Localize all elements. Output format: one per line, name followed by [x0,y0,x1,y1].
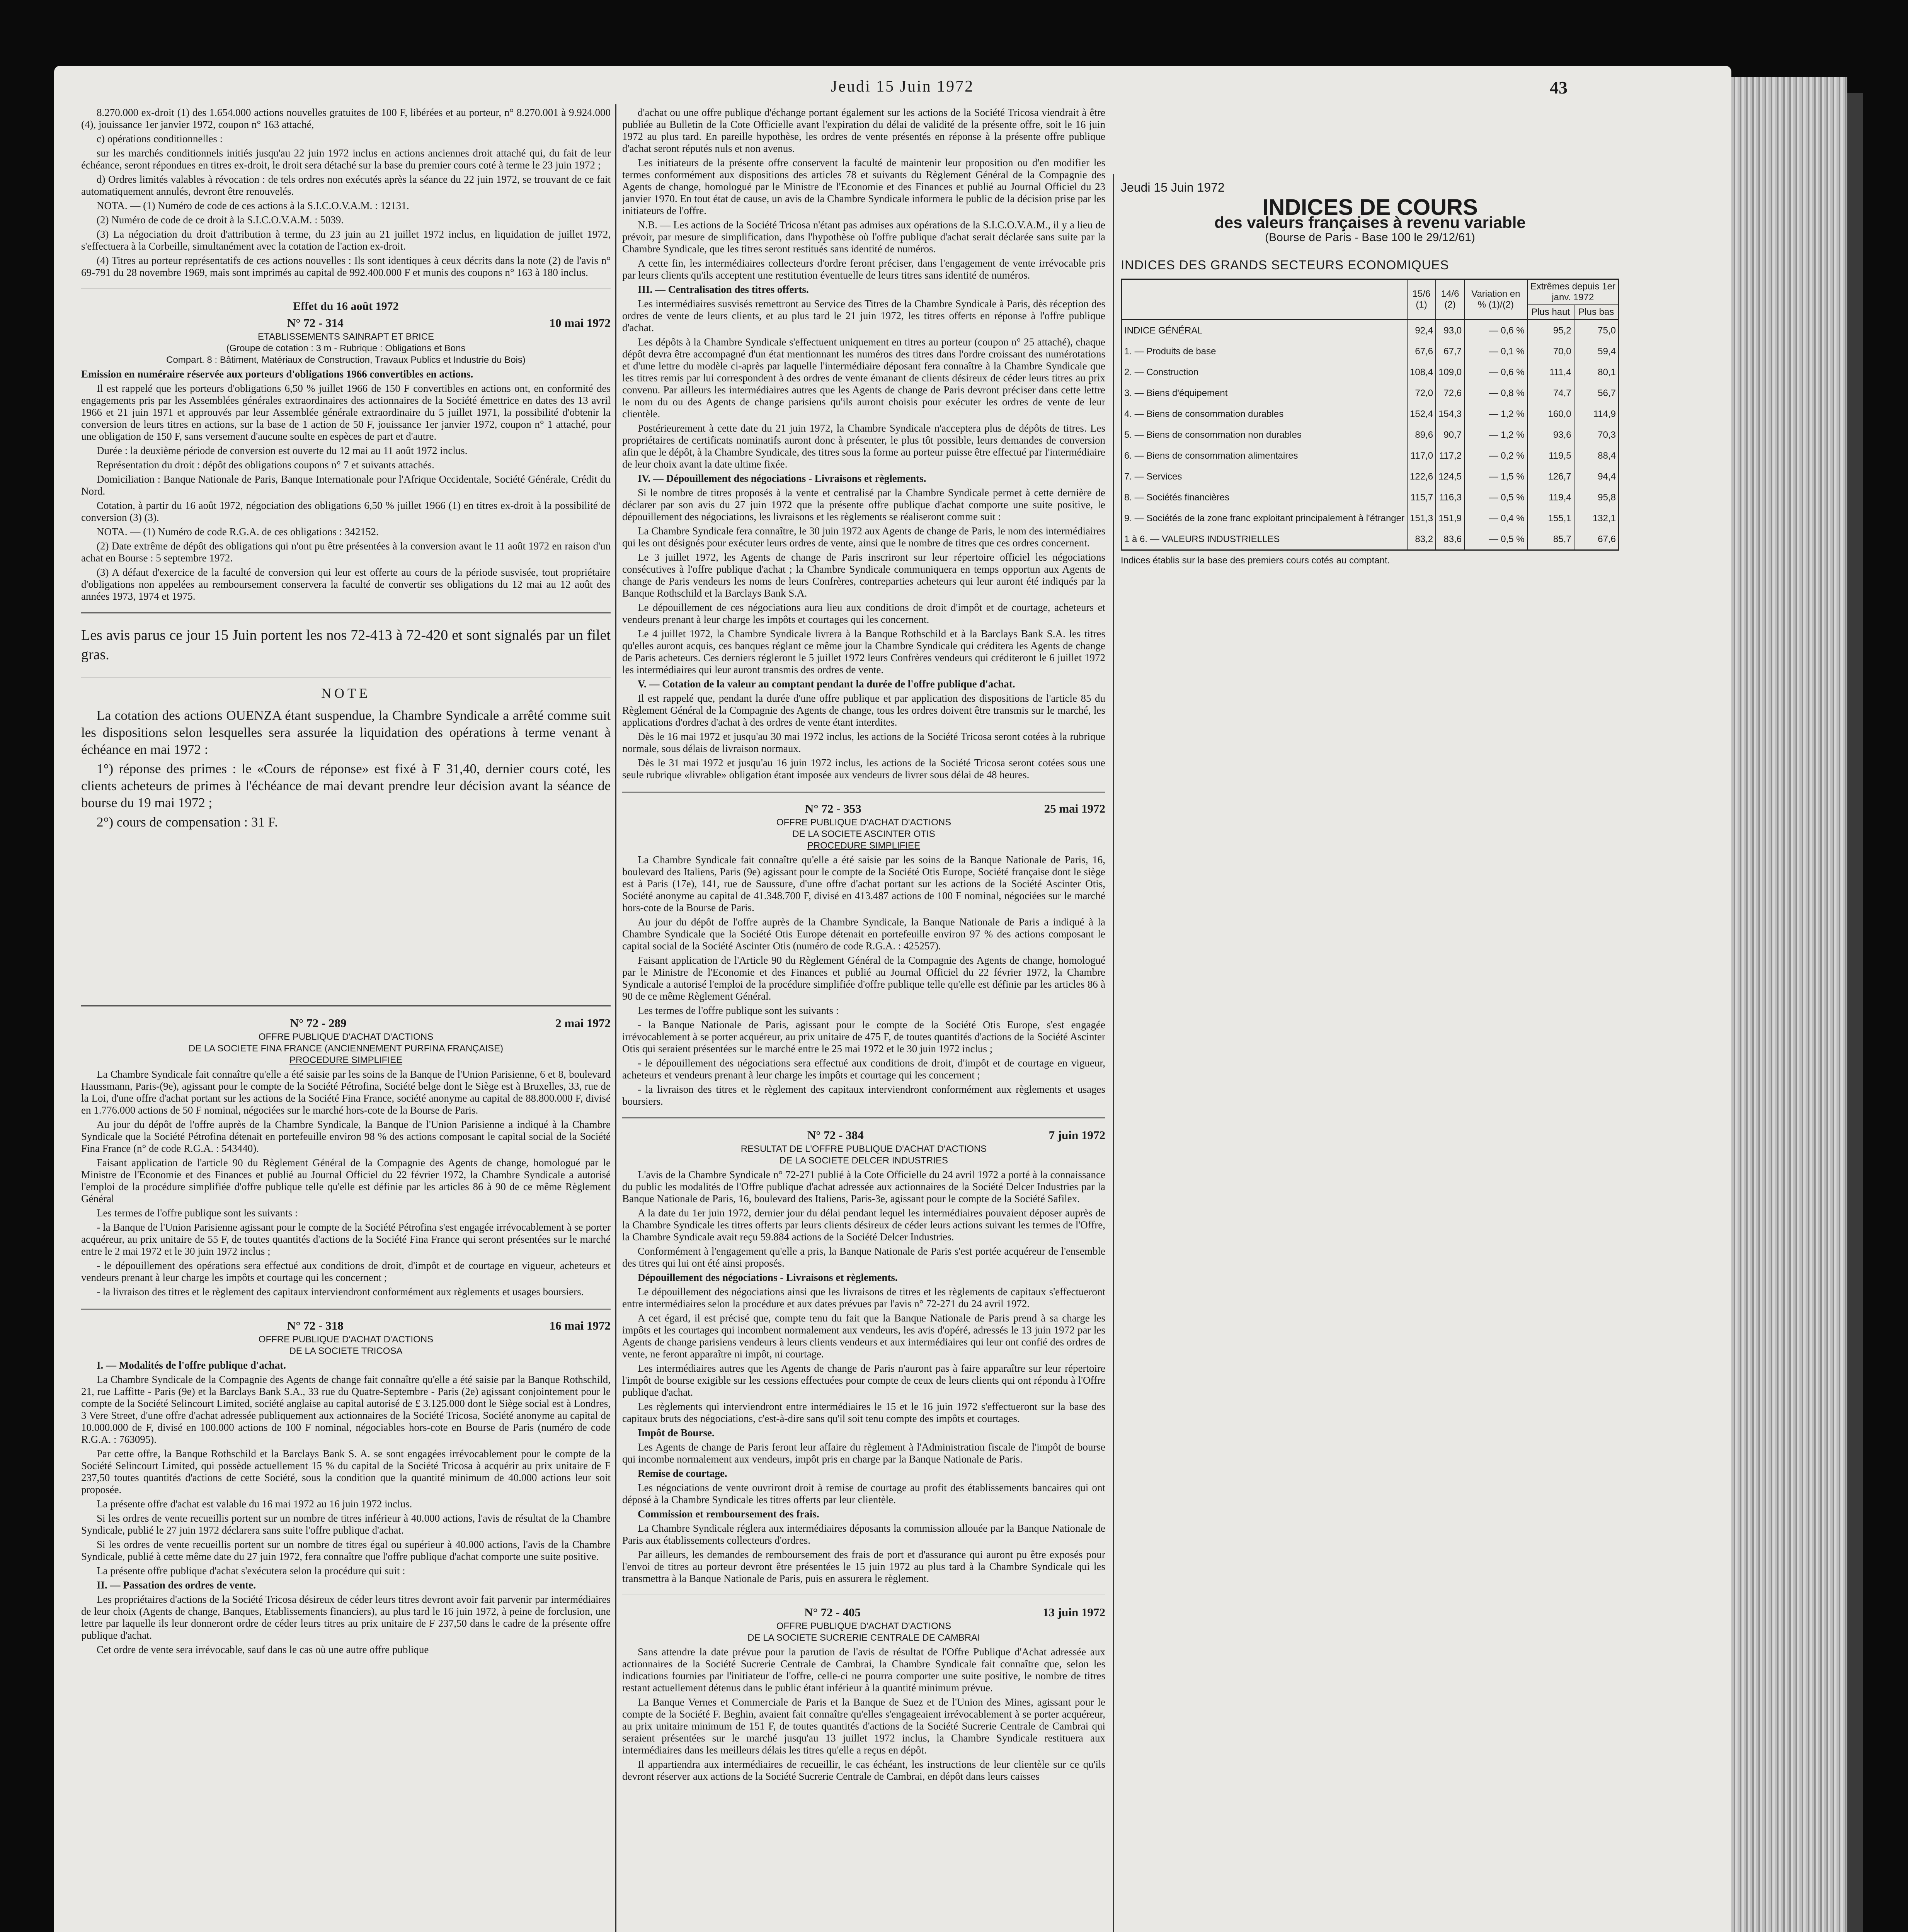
notice-title-2: DE LA SOCIETE FINA FRANCE (ANCIENNEMENT PURFINA FRANÇAISE) [188,1043,504,1054]
paragraph: - la Banque Nationale de Paris, agissant pour le compte de la Société Otis Europe, s'est engagée irrévocablement à se porter acquéreur, au prix unitaire de 475 F, de toutes quantités d'actions de la Société Ascinter Otis qui seraient présentées sur le marché entre le 25 mai 1972 et le 30 juin 1972 inclus ; [622,1019,1105,1054]
divider [81,1308,611,1310]
cell-v: — 0,2 % [1464,445,1527,466]
table-row [1122,362,1619,383]
paragraph: d) Ordres limités valables à révocation : de tels ordres non exécutés après la séance du 22 juin 1972, se trouvant de ce fait automatiquement annulés, devront être renouvelés. [81,173,611,197]
paragraph: Sans attendre la date prévue pour la parution de l'avis de résultat de l'Offre Publique d'Achat adressée aux actionnaires de la Société Sucrerie Centrale de Cambrai, la Chambre Syndicale fait connaître que, selon les indications fournies par l'initiateur de l'offre, celle-ci ne pourra comporter une suite positive, le nombre de titres restant actuellement détenus dans le public étant inférieur à la quantité minimum prévue. [622,1646,1105,1694]
divider [622,1595,1105,1596]
cell-b: 93,0 [1436,320,1464,341]
paragraph: (3) La négociation du droit d'attribution à terme, du 23 juin au 21 juillet 1972 inclus, en liquidation de juillet 1972, s'effectuera à la Corbeille, simultanément avec la cotation de l'action ex-droit. [81,228,611,252]
notice-date: 2 mai 1972 [555,1016,611,1030]
cell-b: 72,6 [1436,383,1464,403]
notice-405-body [622,1646,1105,1782]
cell-lo: 88,4 [1574,445,1619,466]
paragraph: - la livraison des titres et le règlement des capitaux interviendront conformément aux règlements et usages boursiers. [622,1083,1105,1107]
column-rule-1 [615,104,616,1932]
notice-384-body-4 [622,1482,1105,1506]
cell-b: 116,3 [1436,487,1464,508]
spacer [81,833,611,995]
paragraph: - la livraison des titres et le règlement des capitaux interviendront conformément aux règlements et usages boursiers. [97,1286,584,1298]
notice-header-384 [622,1129,1105,1141]
notice-header-353 [622,803,1105,815]
divider [81,612,611,614]
table-row [1122,529,1619,550]
note-title: NOTE [321,685,371,701]
divider [622,791,1105,793]
intro-block [81,107,611,279]
cell-hi: 74,7 [1527,383,1574,403]
paragraph: sur les marchés conditionnels initiés jusqu'au 22 juin 1972 inclus en actions anciennes droit attaché qui, du fait de leur échéance, seront répondues en titres ex-droit, le droit sera détaché sur la base du premier cours coté à terme le 23 juin 1972 ; [81,147,611,171]
compart-line: Compart. 8 : Bâtiment, Matériaux de Construction, Travaux Publics et Industrie du Bois) [166,355,526,365]
cell-hi: 93,6 [1527,424,1574,445]
groupe-line: (Groupe de cotation : 3 m - Rubrique : Obligations et Bons [226,343,466,354]
header-col2-ref: (2) [1444,299,1456,310]
cell-a: 72,0 [1407,383,1436,403]
paragraph: Cotation, à partir du 16 août 1972, négociation des obligations 6,50 % juillet 1966 (1) en titres ex-droit à la possibilité de conversion (3) (3). [81,500,611,523]
notice-title-2: DE LA SOCIETE SUCRERIE CENTRALE DE CAMBRAI [747,1633,980,1643]
paragraph: Les Agents de change de Paris feront leur affaire du règlement à l'Administration fiscale de l'impôt de bourse qui incombe normalement aux vendeurs, impôt pris en charge par la Banque Nationale de Paris. [622,1441,1105,1465]
cell-label: 5. — Biens de consommation non durables [1124,429,1302,440]
paragraph: A cet égard, il est précisé que, compte tenu du fait que la Banque Nationale de Paris prend à sa charge les impôts et les courtages qui incombent normalement aux vendeurs, les avis d'opéré, adressés le 13 juin 1972 par les Agents de change parisiens vendeurs à leurs clients vendeurs et aux intermédiaires qui leur ont confié des ordres de vente, ne feront apparaître ni impôt, ni courtage. [622,1312,1105,1360]
cell-lo: 59,4 [1574,341,1619,362]
divider [81,676,611,677]
notice-header-289 [81,1017,611,1029]
notice-title-2: DE LA SOCIETE ASCINTER OTIS [792,829,935,839]
paragraph: Conformément à l'engagement qu'elle a pris, la Banque Nationale de Paris s'est portée acquéreur de l'ensemble des titres qui lui ont été ainsi proposés. [622,1245,1105,1269]
table-row [1122,487,1619,508]
cell-label: 1. — Produits de base [1124,346,1216,357]
header-plus-bas: Plus bas [1574,305,1619,320]
cell-v: — 0,5 % [1464,487,1527,508]
paragraph: 8.270.000 ex-droit (1) des 1.654.000 actions nouvelles gratuites de 100 F, libérées et au porteur, n° 8.270.001 à 9.924.000 (4), jouissance 1er janvier 1972, coupon n° 163 attaché, [81,107,611,130]
book-cover-edge [1847,93,1863,1932]
cell-v: — 0,8 % [1464,383,1527,403]
cell-lo: 114,9 [1574,403,1619,424]
paragraph: (3) A défaut d'exercice de la faculté de conversion qui leur est offerte au cours de la période susvisée, tout propriétaire d'obligations non appelées au remboursement conservera la faculté de convertir ses obligations du 12 mai au 12 août des années 1973, 1974 et 1975. [81,566,611,602]
notice-number: N° 72 - 289 [290,1016,347,1030]
notice-title-1: OFFRE PUBLIQUE D'ACHAT D'ACTIONS [258,1032,434,1042]
divider [81,1005,611,1007]
notice-384-body-3 [622,1441,1105,1465]
cell-b: 67,7 [1436,341,1464,362]
paragraph: Faisant application de l'article 90 du Règlement Général de la Compagnie des Agents de change, homologué par le Ministre de l'Economie et des Finances et publié au Journal Officiel du 22 février 1972, la Chambre Syndicale a autorisé l'emploi de la procédure simplifiée d'offre publique telle qu'elle est définie par les articles 86 à 90 de ce même Règlement Général [81,1157,611,1204]
paragraph: Dès le 31 mai 1972 et jusqu'au 16 juin 1972 inclus, les actions de la Société Tricosa seront cotées sous une seule rubrique «livrable» obligation étant imposée aux vendeurs de livrer sous délai de 48 heures. [622,757,1105,781]
notice-header-314 [81,317,611,329]
paragraph: A la date du 1er juin 1972, dernier jour du délai pendant lequel les intermédiaires pouvaient déposer auprès de la Chambre Syndicale les titres offerts par leurs clients désireux de céder leurs actions suivant les termes de l'Offre, la Chambre Syndicale avait reçu 59.884 actions de la Société Delcer Industries. [622,1207,1105,1243]
column-middle [622,104,1105,1932]
paragraph: Les règlements qui interviendront entre intermédiaires le 15 et le 16 juin 1972 s'effectueront sur la base des capitaux bruts des négociations, c'est-à-dire sans qu'il soit tenu compte des impôts et courtages. [622,1401,1105,1424]
avis-statement: Les avis parus ce jour 15 Juin portent les nos 72-413 à 72-420 et sont signalés par un filet gras. [81,627,611,663]
cell-a: 117,0 [1407,445,1436,466]
paragraph: La Chambre Syndicale fera connaître, le 30 juin 1972 aux Agents de change de Paris, le nom des intermédiaires qui les ont désignés pour exécuter leurs ordres de vente, ainsi que le nombre de titres que ces ordres concernent. [622,525,1105,549]
paragraph: Le dépouillement des négociations ainsi que les livraisons de titres et les règlements de capitaux s'effectueront entre intermédiaires selon la procédure et aux dates prévues par l'avis n° 72-271 du 24 avril 1972. [622,1286,1105,1310]
notice-number: N° 72 - 405 [804,1605,861,1619]
header-col1-ref: (1) [1416,299,1427,310]
paragraph: Le 4 juillet 1972, la Chambre Syndicale livrera à la Banque Rothschild et à la Barclays Bank S.A. les titres qu'elles auront acquis, ces banques réglant ce même jour la Chambre Syndicale qui créditera les Agents de change de Paris acheteurs. Ces derniers régleront le 5 juillet 1972 leurs Confrères vendeurs qui créditeront le 6 juillet 1972 les intermédiaires qui leur auront transmis des ordres de vente. [622,628,1105,675]
table-row [1122,341,1619,362]
header-extremes: Extrêmes depuis 1er janv. 1972 [1527,279,1619,305]
table-row [1122,403,1619,424]
cell-v: — 1,5 % [1464,466,1527,487]
paragraph: - le dépouillement des opérations sera effectué aux conditions de droit, d'impôt et de courtage en vigueur, acheteurs et vendeurs prenant à leur charge les impôts et courtage qui les concernent ; [81,1260,611,1283]
notice-314-body [81,383,611,602]
section-3-body [622,298,1105,470]
notice-title-2: DE LA SOCIETE TRICOSA [289,1346,403,1356]
notice-header-318 [81,1320,611,1332]
cell-lo: 70,3 [1574,424,1619,445]
notice-header-405 [622,1606,1105,1618]
section-heading: I. — Modalités de l'offre publique d'achat. [97,1359,286,1371]
cell-b: 154,3 [1436,403,1464,424]
paragraph: d'achat ou une offre publique d'échange portant également sur les actions de la Société Tricosa viendrait à être publiée au Bulletin de la Cote Officielle avant l'expiration du délai de validité de la présente offre, soit le 16 juin 1972 au plus tard. En pareille hypothèse, les ordres de vente présentés en réponse à la présente offre publique d'achat seront réputés nuls et non avenus. [622,107,1105,154]
cell-hi: 85,7 [1527,529,1574,550]
section-heading: Commission et remboursement des frais. [638,1508,819,1520]
cell-label: INDICE GÉNÉRAL [1124,325,1203,336]
paragraph: N.B. — Les actions de la Société Tricosa n'étant pas admises aux opérations de la S.I.C.O.V.A.M., il y a lieu de prévoir, par mesure de simplification, dans l'hypothèse où l'offre publique d'achat serait déclarée sans suite par la Chambre Syndicale, que les titres seront restitués sans identité de numéros. [622,219,1105,255]
cell-a: 151,3 [1407,508,1436,529]
paragraph: Il appartiendra aux intermédiaires de recueillir, le cas échéant, les instructions de leur clientèle sur ce qu'ils devront réserver aux actions de la Société Sucrerie Centrale de Cambrai, en dépôt dans leurs caisses [622,1759,1105,1782]
cell-label: 8. — Sociétés financières [1124,492,1230,503]
notice-384-body-5 [622,1522,1105,1585]
paragraph: Le dépouillement de ces négociations aura lieu aux conditions de droit d'impôt et de courtage, acheteurs et vendeurs prenant à leur charge les impôts et courtages qui les concernent. [622,602,1105,625]
cell-lo: 132,1 [1574,508,1619,529]
header-col1-date: 15/6 [1412,289,1431,299]
paragraph: Domiciliation : Banque Nationale de Paris, Banque Internationale pour l'Afrique Occidentale, Société Générale, Crédit du Nord. [81,473,611,497]
paragraph: Au jour du dépôt de l'offre auprès de la Chambre Syndicale, la Banque de l'Union Parisienne a indiqué à la Chambre Syndicale que la Société Pétrofina détenait en portefeuille environ 98 % des actions composant le capital social de la Société Fina France (n° de code R.G.A. : 543440). [81,1119,611,1154]
paragraph: La Chambre Syndicale fait connaître qu'elle a été saisie par les soins de la Banque de l'Union Parisienne, 6 et 8, boulevard Haussmann, Paris-(9e), agissant pour le compte de la Société Pétrofina, Société belge dont le Siège est à Bruxelles, 33, rue de la Loi, d'une offre d'achat portant sur les actions de la Société Fina France, société anonyme au capital de 88.800.000 F, divisé en 1.776.000 actions de 50 F nominal, négociées sur le marché hors-cote de la Bourse de Paris. [81,1068,611,1116]
notice-title-1: OFFRE PUBLIQUE D'ACHAT D'ACTIONS [258,1334,434,1345]
notice-date: 10 mai 1972 [549,316,611,330]
notice-number: N° 72 - 384 [807,1128,864,1142]
cell-a: 83,2 [1407,529,1436,550]
cell-v: — 0,5 % [1464,529,1527,550]
cell-lo: 95,8 [1574,487,1619,508]
paragraph: Si les ordres de vente recueillis portent sur un nombre de titres inférieur à 40.000 actions, l'avis de résultat de la Chambre Syndicale, publié le 27 juin 1972 déclarera sans suite l'offre publique d'achat. [81,1512,611,1536]
paragraph: Les intermédiaires autres que les Agents de change de Paris n'auront pas à faire apparaître sur leur répertoire l'impôt de bourse exigible sur les cessions effectuées pour compte de ceux de leurs clients qui ont répondu à l'Offre publique d'achat. [622,1362,1105,1398]
notice-number: N° 72 - 314 [287,316,344,330]
paragraph: Les termes de l'offre publique sont les suivants : [97,1207,298,1219]
cell-v: — 0,1 % [1464,341,1527,362]
table-row [1122,320,1619,341]
cell-lo: 94,4 [1574,466,1619,487]
cell-hi: 119,5 [1527,445,1574,466]
cell-lo: 75,0 [1574,320,1619,341]
paragraph: Durée : la deuxième période de conversion est ouverte du 12 mai au 11 août 1972 inclus. [97,445,468,456]
paragraph: Les dépôts à la Chambre Syndicale s'effectuent uniquement en titres au porteur (coupon n° 25 attaché), chaque dépôt devra être accompagné d'un état mentionnant les numéros des titres dans l'ordre croissant des numérotations et d'une lettre du modèle ci-après par laquelle l'intermédiaire déposant fera connaître à la Chambre Syndicale que les titres remis par lui correspondent à des ordres de vente émanant de clients désireux de céder leurs titres au prix convenu. Par ailleurs les intermédiaires autres que les Agents de change de Paris devront préciser dans cette lettre le nom du ou des Agents de change parisiens qu'ils auront choisis pour exécuter les ordres de vente de leur clientèle. [622,336,1105,420]
cell-hi: 111,4 [1527,362,1574,383]
paragraph: (2) Date extrême de dépôt des obligations qui n'ont pu être présentées à la conversion avant le 11 août 1972 en raison d'un achat en Bourse : 5 septembre 1972. [81,540,611,564]
cell-b: 151,9 [1436,508,1464,529]
emission-heading: Emission en numéraire réservée aux porteurs d'obligations 1966 convertibles en actions. [81,368,473,380]
notice-289-body [81,1068,611,1298]
cell-lo: 80,1 [1574,362,1619,383]
cell-v: — 1,2 % [1464,424,1527,445]
cell-label: 9. — Sociétés de la zone franc exploitant principalement à l'étranger [1124,513,1404,524]
paragraph: Le 3 juillet 1972, les Agents de change de Paris inscriront sur leur répertoire officiel les négociations consécutives à l'offre publique d'achat ; la Chambre Syndicale communiquera en temps opportun aux Agents de change de Paris vendeurs les noms de leurs Confrères, contreparties acheteurs qui leur auront été indiqués par la Banque Rothschild et la Barclays Bank S.A. [622,551,1105,599]
indices-footnote: Indices établis sur la base des premiers cours cotés au comptant. [1121,555,1390,566]
section-heading: Impôt de Bourse. [638,1427,715,1439]
paragraph: Par ailleurs, les demandes de remboursement des frais de port et d'assurance qui auront pu être exposés pour l'envoi de titres au porteur devront être présentées le 15 juin 1972 au plus tard à la Chambre Syndicale qui les transmettra à la Banque Nationale de Paris, puis en assurera le règlement. [622,1549,1105,1584]
paragraph: - le dépouillement des négociations sera effectué aux conditions de droit, d'impôt et de courtage en vigueur, acheteurs et vendeurs prenant à leur charge les impôts et courtage qui les concernent ; [622,1057,1105,1081]
cell-lo: 67,6 [1574,529,1619,550]
paragraph: 1°) réponse des primes : le «Cours de réponse» est fixé à F 31,40, dernier cours coté, les clients acheteurs de primes à l'échéance de mai devant prendre leur décision avant la séance de bourse du 19 mai 1972 ; [81,761,611,810]
cell-b: 124,5 [1436,466,1464,487]
cell-lo: 56,7 [1574,383,1619,403]
cell-hi: 155,1 [1527,508,1574,529]
table-row [1122,383,1619,403]
section-heading: IV. — Dépouillement des négociations - Livraisons et règlements. [638,473,926,484]
header-col2-date: 14/6 [1441,289,1459,299]
paragraph: Il est rappelé que les porteurs d'obligations 6,50 % juillet 1966 de 150 F convertibles en actions ont, en conformité des engagements pris par les Assemblées générales extraordinaires des actionnaires de la Société émettrice en dates des 13 avril 1966 et 21 juin 1971 et approuvés par leur Assemblée générale extraordinaire du 5 juillet 1971, la possibilité d'obtenir la conversion de leurs titres en actions, sur la base de 1 action de 50 F, jouissance 1er janvier 1972, coupon n° 1 attaché, pour une obligation de 150 F, sans versement d'aucune soulte en espèces de part et d'autre. [81,383,611,442]
paragraph: NOTA. — (1) Numéro de code R.G.A. de ces obligations : 342152. [97,526,379,537]
paragraph: Les termes de l'offre publique sont les suivants : [638,1005,839,1016]
paragraph: Dès le 16 mai 1972 et jusqu'au 30 mai 1972 inclus, les actions de la Société Tricosa seront cotées à la rubrique normale, sous délais de livraison normaux. [622,731,1105,754]
paragraph: La présente offre publique d'achat s'exécutera selon la procédure qui suit : [97,1565,405,1577]
column-rule-2 [1113,174,1114,1932]
cell-label: 6. — Biens de consommation alimentaires [1124,450,1298,461]
effet-title: Effet du 16 août 1972 [293,300,399,313]
paragraph: La Chambre Syndicale de la Compagnie des Agents de change fait connaître qu'elle a été saisie par la Banque Rothschild, 21, rue Laffitte - Paris (9e) et la Barclays Bank S.A., 33 rue du Quatre-Septembre - Paris (2e) agissant conjointement pour le compte de la Société Selincourt Limited, société anglaise au capital autorisé de £ 3.125.000 dont le Siège social est à Londres, 3 Vere Street, d'une offre d'achat adressée publiquement aux actionnaires de la Société Tricosa, Société anonyme au capital de 10.000.000 de F, divisé en 100.000 actions de 100 F nominal, négociables hors-cote en Bourse de Paris (numéro de code R.G.A. : 763095). [81,1374,611,1445]
paragraph: Si les ordres de vente recueillis portent sur un nombre de titres égal ou supérieur à 40.000 actions, l'avis de la Chambre Syndicale, publié à cette même date du 27 juin 1972, fera connaître que l'offre publique d'achat comporte une suite positive. [81,1539,611,1562]
cell-label: 2. — Construction [1124,367,1199,378]
cell-v: — 0,6 % [1464,362,1527,383]
cell-b: 83,6 [1436,529,1464,550]
section-heading: III. — Centralisation des titres offerts. [638,284,809,295]
header-col1 [1407,279,1436,320]
notice-date: 13 juin 1972 [1043,1605,1105,1619]
section-4-body [622,487,1105,676]
notice-title-1: OFFRE PUBLIQUE D'ACHAT D'ACTIONS [776,817,951,828]
notice-title-1: OFFRE PUBLIQUE D'ACHAT D'ACTIONS [776,1621,951,1631]
book-page-edges [1731,77,1847,1932]
cell-label: 3. — Biens d'équipement [1124,388,1228,398]
paragraph: Si le nombre de titres proposés à la vente et centralisé par la Chambre Syndicale permet à cette dernière de déclarer par son avis du 27 juin 1972 que la présente offre publique d'achat comporte une suite positive, le dépouillement des négociations, les livraisons et les règlements se réaliseront comme suit : [622,487,1105,522]
cell-v: — 1,2 % [1464,403,1527,424]
notice-date: 25 mai 1972 [1044,802,1105,815]
notice-date: 7 juin 1972 [1048,1128,1105,1142]
notice-number: N° 72 - 353 [805,802,861,815]
paragraph: Représentation du droit : dépôt des obligations coupons n° 7 et suivants attachés. [97,459,434,471]
paragraph: (2) Numéro de code de ce droit à la S.I.C.O.V.A.M. : 5039. [97,214,344,226]
header-variation: Variation en % (1)/(2) [1464,279,1527,320]
cell-b: 117,2 [1436,445,1464,466]
paragraph: La Chambre Syndicale fait connaître qu'elle a été saisie par les soins de la Banque Nationale de Paris, 16, boulevard des Italiens, Paris (9e) agissant pour le compte de la Société Otis Europe, Société française dont le siège est à Paris (17e), 141, rue de Saussure, d'une offre d'achat portant sur les actions de la Société Ascinter Otis, Société anonyme au capital de 41.348.700 F, divisé en 413.487 actions de 100 F nominal, négociées sur le marché hors-cote de la Bourse de Paris. [622,854,1105,913]
notice-318-body [81,1374,611,1577]
table-header-row [1122,279,1619,305]
section-5-body [622,692,1105,781]
tricosa-continued [622,107,1105,281]
cell-label: 7. — Services [1124,471,1182,482]
cell-v: — 0,6 % [1464,320,1527,341]
notice-318-body-2 [81,1594,611,1656]
cell-a: 122,6 [1407,466,1436,487]
table-row [1122,466,1619,487]
table-row [1122,508,1619,529]
section-heading: Dépouillement des négociations - Livraisons et règlements. [638,1272,898,1283]
cell-hi: 126,7 [1527,466,1574,487]
cell-hi: 70,0 [1527,341,1574,362]
notice-title-3: PROCEDURE SIMPLIFIEE [289,1055,403,1065]
indices-title: INDICES DE COURS [1262,195,1478,220]
cell-b: 109,0 [1436,362,1464,383]
cell-a: 108,4 [1407,362,1436,383]
cell-hi: 160,0 [1527,403,1574,424]
paragraph: Par cette offre, la Banque Rothschild et la Barclays Bank S. A. se sont engagées irrévocablement pour le compte de la Société Selincourt Limited, qui possède actuellement 15 % du capital de la Société Tricosa à acquérir au prix unitaire de F 237,50 toutes quantités d'actions de cette Société, sous la condition que la quantité minimum de 40.000 actions leur soit proposée. [81,1448,611,1495]
cell-label: 1 à 6. — VALEURS INDUSTRIELLES [1124,534,1280,544]
column-left [81,104,611,1932]
paragraph: Les propriétaires d'actions de la Société Tricosa désireux de céder leurs titres devront avoir fait parvenir par intermédiaires de leur choix (Agents de change, Banques, Etablissements financiers), au plus tard le 16 juin 1972, à peine de forclusion, une lettre par laquelle ils leur donneront ordre de céder leurs titres au prix unitaire de F 237,50 dans le cadre de la présente offre publique d'achat. [81,1594,611,1641]
cell-v: — 0,4 % [1464,508,1527,529]
cell-a: 115,7 [1407,487,1436,508]
notice-date: 16 mai 1972 [549,1319,611,1332]
paragraph: Les intermédiaires susvisés remettront au Service des Titres de la Chambre Syndicale à Paris, dès réception des ordres de vente de leurs clients, et au plus tard le 21 juin 1972, les titres offerts en réponse à l'offre publique d'achat. [622,298,1105,333]
page-number: 43 [1550,78,1568,97]
paragraph: Les négociations de vente ouvriront droit à remise de courtage au profit des établissements bancaires qui ont déposé à la Chambre Syndicale les titres offerts par leur clientèle. [622,1482,1105,1505]
note-body [81,707,611,831]
paragraph: - la Banque de l'Union Parisienne agissant pour le compte de la Société Pétrofina s'est engagée irrévocablement à se porter acquéreur, au prix unitaire de 55 F, de toutes quantités d'actions de la Société Fina France qui seront présentées sur le marché entre le 2 mai 1972 et le 30 juin 1972 inclus ; [81,1221,611,1257]
paragraph: La Banque Vernes et Commerciale de Paris et la Banque de Suez et de l'Union des Mines, agissant pour le compte de la Société F. Beghin, avaient fait connaître qu'elles s'engageaient irrévocablement à se porter acquéreur, au prix unitaire minimum de 151 F, de toutes quantités d'actions de la Société Sucrerie Centrale de Cambrai qui seraient présentées sur le marché jusqu'au 13 juillet 1972 inclus, la Chambre Syndicale restituera aux intermédiaires dans les meilleurs délais les titres qu'elle a reçus en dépôt. [622,1696,1105,1756]
paragraph: Cet ordre de vente sera irrévocable, sauf dans le cas où une autre offre publique [97,1644,429,1655]
cell-a: 92,4 [1407,320,1436,341]
cell-a: 89,6 [1407,424,1436,445]
header-col2 [1436,279,1464,320]
paragraph: La présente offre d'achat est valable du 16 mai 1972 au 16 juin 1972 inclus. [97,1498,412,1510]
paragraph: Il est rappelé que, pendant la durée d'une offre publique et par application des dispositions de l'article 85 du Règlement Général de la Compagnie des Agents de change, tous les ordres doivent être transmis sur le marché, les applications d'ordres d'achat à des ordres de vente étant interdites. [622,692,1105,728]
table-row [1122,424,1619,445]
cell-hi: 95,2 [1527,320,1574,341]
column-right-indices [1121,182,1619,566]
section-heading: V. — Cotation de la valeur au comptant pendant la durée de l'offre publique d'achat. [638,678,1015,690]
paragraph: Faisant application de l'Article 90 du Règlement Général de la Compagnie des Agents de change, homologué par le Ministre de l'Economie et des Finances et publié au Journal Officiel du 22 février 1972, la Chambre Syndicale a autorisé l'emploi de la procédure simplifiée d'offre publique telle qu'elle est définie par les articles 86 à 90 de ce même Règlement Général. [622,954,1105,1002]
paragraph: A cette fin, les intermédiaires collecteurs d'ordre feront préciser, dans l'engagement de vente irrévocable pris par leurs clients qu'ils acceptent une restitution éventuelle de leurs titres sans identité de numéros. [622,257,1105,281]
running-title: Jeudi 15 Juin 1972 [831,78,974,95]
paragraph: L'avis de la Chambre Syndicale n° 72-271 publié à la Cote Officielle du 24 avril 1972 a porté à la connaissance du public les modalités de l'Offre publique d'achat adressée aux actionnaires de la Société Delcer Industries par la Banque Nationale de Paris, 16, boulevard des Italiens, Paris-3e, agissant pour le compte de la Société Safilex. [622,1169,1105,1204]
paragraph: NOTA. — (1) Numéro de code de ces actions à la S.I.C.O.V.A.M. : 12131. [97,200,409,211]
indices-table [1121,279,1619,551]
notice-title-2: DE LA SOCIETE DELCER INDUSTRIES [779,1155,948,1166]
indices-section-title: INDICES DES GRANDS SECTEURS ECONOMIQUES [1121,258,1449,272]
paragraph: Postérieurement à cette date du 21 juin 1972, la Chambre Syndicale n'acceptera plus de dépôts de titres. Les propriétaires de certificats nominatifs auront donc à présenter, le plus tôt possible, leurs demandes de conversion afin que le dépôt, à la Chambre Syndicale, des titres sous la forme au porteur puisse être effectué par l'intermédiaire de leur choix avant la date ultime fixée. [622,422,1105,470]
divider [622,1117,1105,1119]
cell-hi: 119,4 [1527,487,1574,508]
paragraph: La Chambre Syndicale réglera aux intermédiaires déposants la commission allouée par la Banque Nationale de Paris aux établissements collecteurs d'ordres. [622,1522,1105,1546]
indices-table-body [1122,320,1619,550]
paragraph: 2°) cours de compensation : 31 F. [97,815,278,830]
table-row [1122,445,1619,466]
notice-353-body [622,854,1105,1107]
company-name: ETABLISSEMENTS SAINRAPT ET BRICE [257,332,434,342]
cell-a: 67,6 [1407,341,1436,362]
cell-label: 4. — Biens de consommation durables [1124,408,1284,419]
header-plus-haut: Plus haut [1527,305,1574,320]
section-heading: Remise de courtage. [638,1468,727,1479]
divider [81,289,611,290]
cell-a: 152,4 [1407,403,1436,424]
cell-b: 90,7 [1436,424,1464,445]
indices-date: Jeudi 15 Juin 1972 [1121,180,1225,194]
paragraph: Les initiateurs de la présente offre conservent la faculté de maintenir leur proposition ou d'en modifier les termes conformément aux dispositions des articles 78 et suivants du Règlement Général de la Compagnie des Agents de change, homologué par le Ministre de l'Economie et des Finances et publié au Journal Officiel du 23 janvier 1970. En tout état de cause, un avis de la Chambre Syndicale informera le public de la décision prise par les initiateurs de l'offre. [622,157,1105,216]
paragraph: (4) Titres au porteur représentatifs de ces actions nouvelles : Ils sont identiques à ceux décrits dans la note (2) de l'avis n° 69-791 du 28 novembre 1969, mais sont imprimés au capital de 992.400.000 F et munis des coupons n° 163 à 180 inclus. [81,255,611,278]
section-heading: II. — Passation des ordres de vente. [97,1579,256,1591]
notice-384-body [622,1169,1105,1269]
paragraph: La cotation des actions OUENZA étant suspendue, la Chambre Syndicale a arrêté comme suit les dispositions selon lesquelles sera assurée la liquidation des opérations à terme venant à échéance en mai 1972 : [81,708,611,757]
indices-base: (Bourse de Paris - Base 100 le 29/12/61) [1265,231,1475,244]
indices-subtitle: des valeurs françaises à revenu variable [1214,213,1526,231]
paragraph: c) opérations conditionnelles : [97,133,223,145]
notice-title-1: RESULTAT DE L'OFFRE PUBLIQUE D'ACHAT D'ACTIONS [740,1144,987,1154]
notice-number: N° 72 - 318 [287,1319,344,1332]
paragraph: Au jour du dépôt de l'offre auprès de la Chambre Syndicale, la Banque Nationale de Paris a indiqué à la Chambre Syndicale que la Société Otis Europe détenait en portefeuille environ 97 % des actions composant le capital social de la Société Ascinter Otis (numéro de code R.G.A. : 425257). [622,916,1105,952]
notice-title-3: PROCEDURE SIMPLIFIEE [807,840,921,851]
notice-384-body-2 [622,1286,1105,1425]
